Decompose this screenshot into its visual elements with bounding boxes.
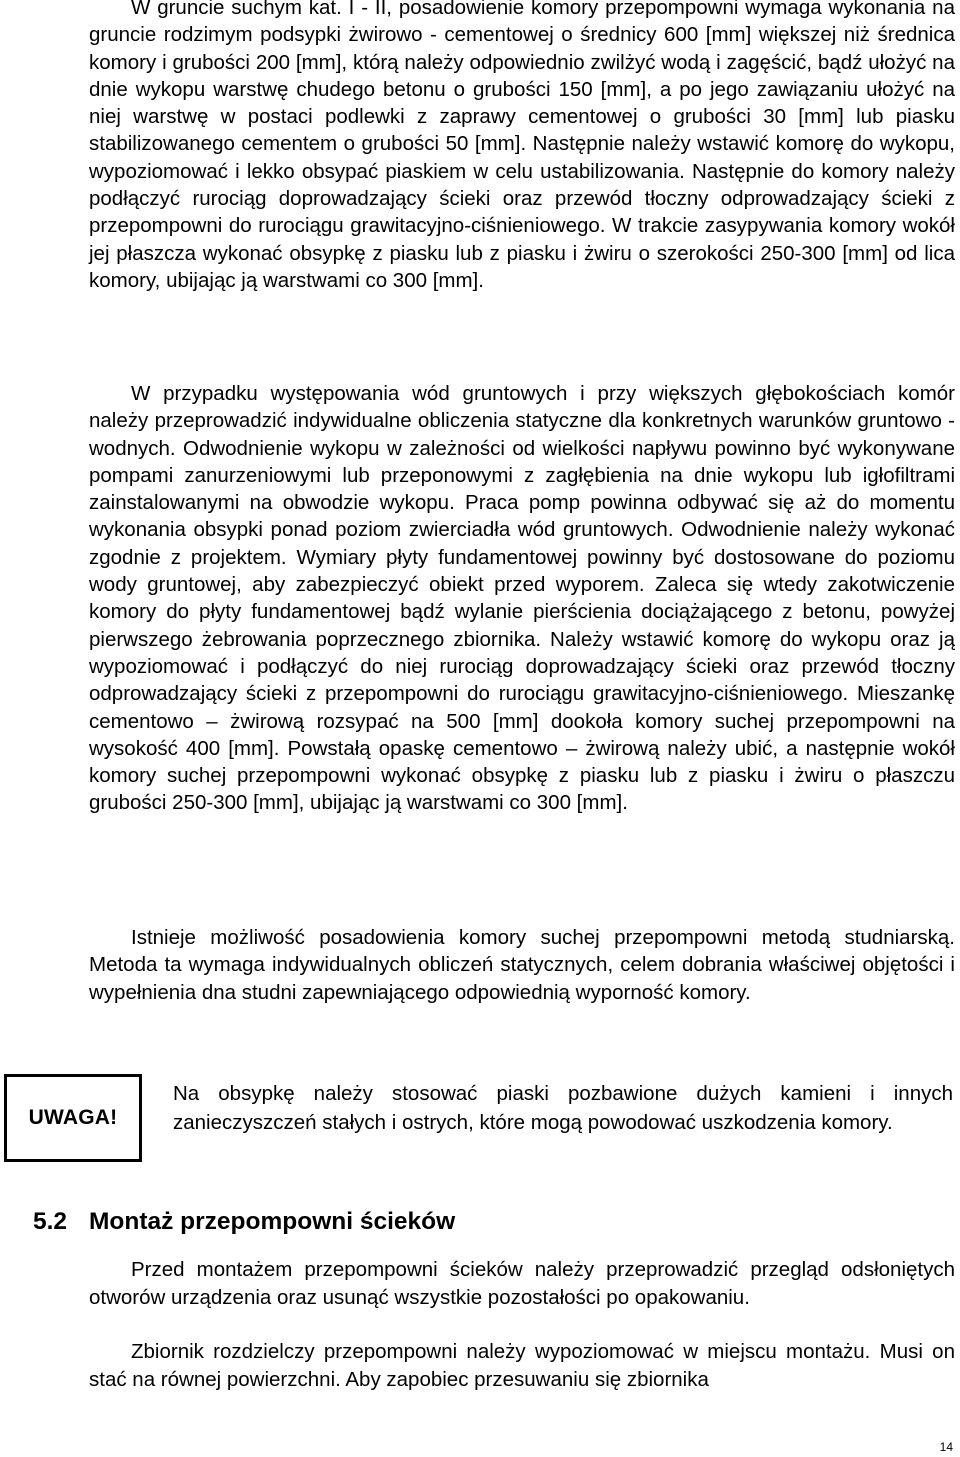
section-heading [33,1208,455,1236]
paragraph-pre-installation: Przed montażem przepompowni ścieków należy przeprowadzić przegląd odsłoniętych otworów urządzenia oraz usunąć wszystkie pozostałości po opakowaniu. [89,1258,955,1309]
section-number: 5.2 [33,1208,68,1235]
warning-box [4,1074,142,1162]
paragraph-groundwater: W przypadku występowania wód gruntowych i przy większych głębokościach komór należy przeprowadzić indywidualne obliczenia statyczne dla konkretnych warunków gruntowo - wodnych. Odwodnienie wykopu w zależności od wielkości napływu powinno być wykonywane pompami zanurzeniowymi lub przeponowymi z zagłębienia na dnie wykopu lub igłofiltrami zainstalowanymi na obwodzie wykopu. Praca pomp powinna odbywać się aż do momentu wykonania obsypki ponad poziom zwierciadła wód gruntowych. Odwodnienie należy wykonać zgodnie z projektem. Wymiary płyty fundamentowej powinny być dostosowane do poziomu wody gruntowej, aby zabezpieczyć obiekt przed wyporem. Zaleca się wtedy zakotwiczenie komory do płyty fundamentowej bądź wylanie pierścienia dociążającego z betonu, powyżej pierwszego żebrowania poprzecznego zbiornika. Należy wstawić komorę do wykopu oraz ją wypoziomować i podłączyć do niej rurociąg doprowadzający ścieki oraz przewód tłoczny odprowadzający ścieki z przepompowni do rurociągu grawitacyjno-ciśnieniowego. Mieszankę cementowo – żwirową rozsypać na 500 [mm] dookoła komory suchej przepompowni na wysokość 400 [mm]. Powstałą opaskę cementowo – żwirową należy ubić, a następnie wokół komory suchej przepompowni wykonać obsypkę z piasku lub z piasku i żwiru o płaszczu grubości 250-300 [mm], ubijając ją warstwami co 300 [mm]. [89,382,955,815]
paragraph-tank-leveling: Zbiornik rozdzielczy przepompowni należy wypoziomować w miejscu montażu. Musi on stać na równej powierzchni. Aby zapobiec przesuwaniu się zbiornika [89,1340,955,1391]
page-number: 14 [939,1440,953,1454]
paragraph-well-method: Istnieje możliwość posadowienia komory suchej przepompowni metodą studniarską. Metoda ta wymaga indywidualnych obliczeń statycznych, celem dobrania właściwej objętości i wypełnienia dna studni zapewniającego odpowiednią wyporność komory. [89,926,955,1004]
warning-label: UWAGA! [28,1106,118,1129]
warning-text: Na obsypkę należy stosować piaski pozbawione dużych kamieni i innych zanieczyszczeń stałych i ostrych, które mogą powodować uszkodzenia komory. [173,1082,953,1134]
paragraph-foundation-dry-ground: W gruncie suchym kat. I - II, posadowienie komory przepompowni wymaga wykonania na gruncie rodzimym podsypki żwirowo - cementowej o średnicy 600 [mm] większej niż średnica komory i grubości 200 [mm], którą należy odpowiednio zwilżyć wodą i zagęścić, bądź ułożyć na dnie wykopu warstwę chudego betonu o grubości 150 [mm], a po jego zawiązaniu ułożyć na niej warstwę w postaci podlewki z zaprawy cementowej o grubości 30 [mm] lub piasku stabilizowanego cementem o grubości 50 [mm]. Następnie należy wstawić komorę do wykopu, wypoziomować i lekko obsypać piaskiem w celu ustabilizowania. Następnie do komory należy podłączyć rurociąg doprowadzający ścieki oraz przewód tłoczny odprowadzający ścieki z przepompowni do rurociągu grawitacyjno-ciśnieniowego. W trakcie zasypywania komory wokół jej płaszcza wykonać obsypkę z piasku lub z piasku i żwiru o szerokości 250-300 [mm] od lica komory, ubijając ją warstwami co 300 [mm]. [89,0,955,292]
section-title: Montaż przepompowni ścieków [89,1208,456,1235]
